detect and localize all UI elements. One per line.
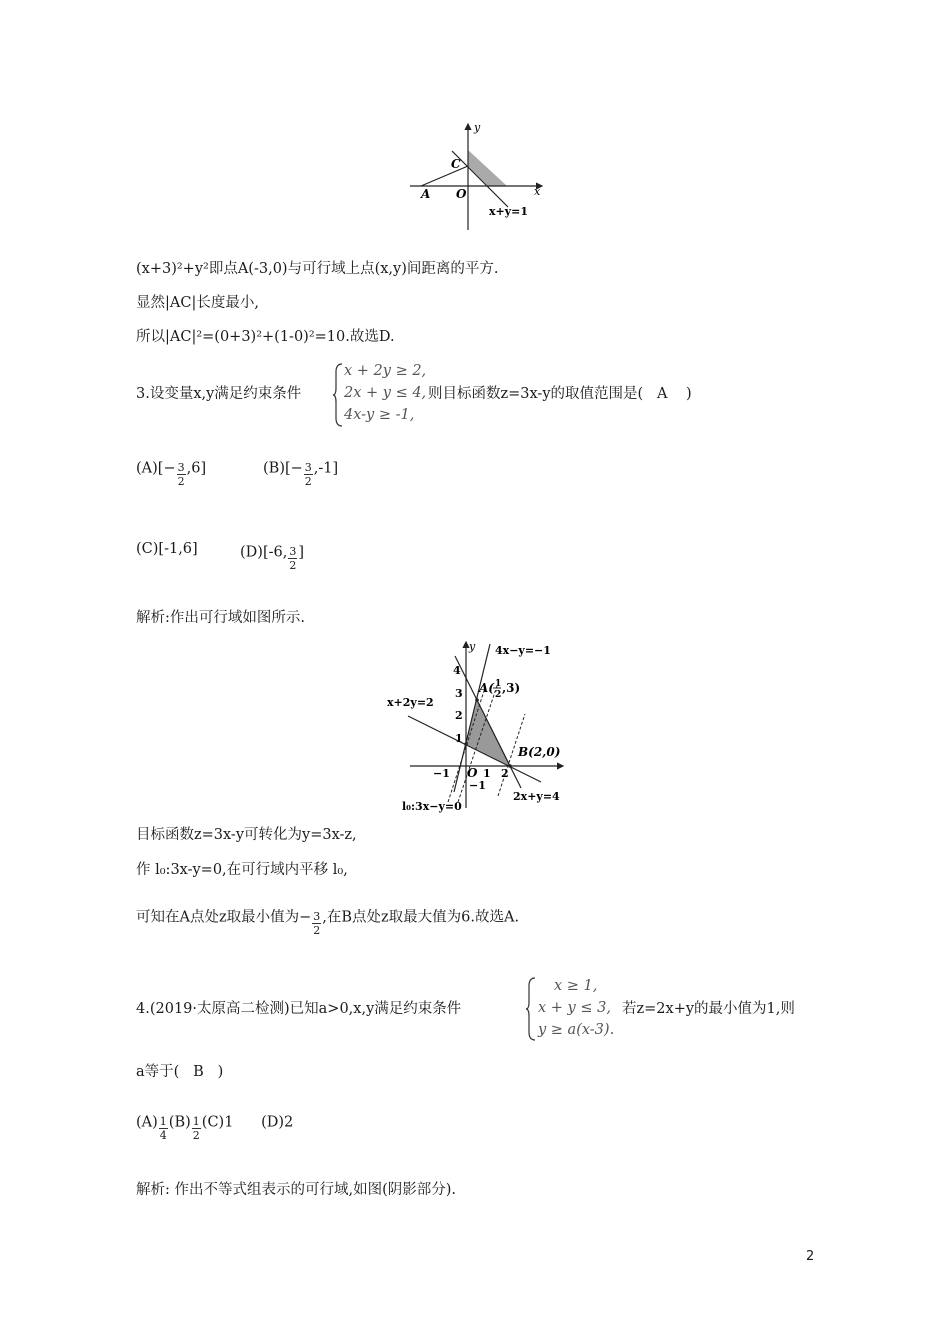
page-number: 2 [806,1249,815,1264]
q4-suffix: 若z=2x+y的最小值为1,则 [622,1001,795,1017]
fig2-label-2xy: 2x+y=4 [513,790,560,803]
q3-opt-d-label: (D)[-6, [240,544,288,561]
tick-x-2: 2 [501,767,509,780]
frac-den: 2 [304,475,312,488]
tick-y-1: 1 [455,732,463,745]
frac-den: 4 [159,1129,167,1142]
q4-close: ) [217,1064,224,1080]
q3-option-c: (C)[-1,6] [136,541,198,557]
q3-opt-b-label: (B)[ [263,460,291,477]
q4-constraint-3: y ≥ a(x-3). [538,1022,615,1038]
tick-y-neg1: −1 [469,779,486,792]
q4-opt-b-label: (B) [168,1114,191,1131]
tick-y-2: 2 [455,709,463,722]
q4-line-2 [136,1062,223,1082]
fig1-label-o: O [456,187,467,201]
q3-close: ) [685,386,692,402]
q4-opt-c: (C)1 [201,1114,234,1131]
frac-den: 2 [289,559,297,572]
q4-constraint-system [538,975,614,1041]
q3-opt-b-minus: − [290,460,303,477]
frac-num: 3 [289,545,297,558]
tick-y-3: 3 [455,687,463,700]
fig1-label-a: A [421,187,431,201]
fig2-label-l0: l₀:3x−y=0 [402,800,462,813]
q4-line2-text: a等于( [136,1064,180,1080]
q4-opt-a-label: (A) [136,1114,158,1131]
fig2-a-num: 1 [495,679,502,689]
q3-constraint-system [344,360,426,426]
fig1-line-label: x+y=1 [489,205,529,218]
q3-suffix-text: 则目标函数z=3x-y的取值范围是( [428,386,644,402]
fig1-x-label: x [534,185,541,198]
frac-num: 3 [313,910,321,923]
fig2-y-label: y [469,640,476,653]
q3-prefix: 3.设变量x,y满足约束条件 [136,386,302,402]
q3-opt-d-frac [288,545,297,572]
figure-1-feasible-region [405,118,555,236]
frac-den: 2 [313,924,321,937]
q4-brace [525,976,537,1042]
q3-solution-line-3 [136,904,520,937]
fig1-label-c: C [451,157,461,171]
frac-num: 3 [304,461,312,474]
q4-options [136,1109,294,1142]
text-distance-explanation: (x+3)²+y²即点A(-3,0)与可行域上点(x,y)间距离的平方. [136,261,499,277]
q4-prefix: 4.(2019·太原高二检测)已知a>0,x,y满足约束条件 [136,1001,462,1017]
q3-answer: A [657,386,668,402]
frac-num: 3 [177,461,185,474]
q3-opt-a-rest: ,6] [186,460,207,477]
shaded-region [468,150,507,186]
fig2-a-rest: ,3) [502,681,521,695]
q3-sol-frac [312,910,321,937]
q3-sol-minus: − [299,909,312,926]
q3-solution-intro: 解析:作出可行域如图所示. [136,610,305,626]
q3-sol-text-b: ,在B点处z取最大值为6.故选A. [322,909,520,926]
q3-opt-d-rest: ] [298,544,305,561]
tick-y-4: 4 [453,664,461,677]
q3-brace [332,362,344,428]
q4-opt-b-frac [192,1115,201,1142]
q4-opt-a-frac [159,1115,168,1142]
fig2-label-b: B(2,0) [518,745,561,759]
fig2-label-x2y: x+2y=2 [387,696,434,709]
fig2-a-den: 2 [495,690,502,700]
figure-2-feasible-region [385,636,570,814]
q3-constraint-2: 2x + y ≤ 4, [344,385,427,401]
q3-option-b [263,455,339,488]
q3-solution-line-1: 目标函数z=3x-y可转化为y=3x-z, [136,827,357,843]
fig2-label-4x-y: 4x−y=−1 [495,644,551,657]
q4-solution: 解析: 作出不等式组表示的可行域,如图(阴影部分). [136,1182,457,1198]
fig2-origin: O [467,766,478,780]
fig2-label-a: A( [479,681,494,695]
q3-constraint-1: x + 2y ≥ 2, [344,363,427,379]
q3-opt-b-frac [304,461,313,488]
q3-suffix [428,384,692,404]
q4-answer: B [193,1064,204,1080]
q3-opt-b-rest: ,-1] [313,460,339,477]
tick-x-1: 1 [483,767,491,780]
q4-constraint-2: x + y ≤ 3, [538,1000,611,1016]
fig1-y-label: y [474,121,481,134]
text-ac-result: 所以|AC|²=(0+3)²+(1-0)²=10.故选D. [136,329,395,345]
frac-den: 2 [192,1129,200,1142]
q3-constraint-3: 4x-y ≥ -1, [344,407,415,423]
q3-option-d [240,539,305,572]
q3-opt-a-minus: − [163,460,176,477]
q3-opt-a-label: (A)[ [136,460,164,477]
q3-opt-a-frac [177,461,186,488]
frac-num: 1 [159,1115,167,1128]
frac-den: 2 [177,475,185,488]
q4-constraint-1: x ≥ 1, [554,978,598,994]
q4-opt-d: (D)2 [261,1114,294,1131]
frac-num: 1 [192,1115,200,1128]
q3-sol-text-a: 可知在A点处z取最小值为 [136,909,300,926]
q3-solution-line-2: 作 l₀:3x-y=0,在可行域内平移 l₀, [136,862,348,878]
text-ac-shortest: 显然|AC|长度最小, [136,295,259,311]
tick-x-neg1: −1 [433,767,450,780]
q3-option-a [136,455,207,488]
